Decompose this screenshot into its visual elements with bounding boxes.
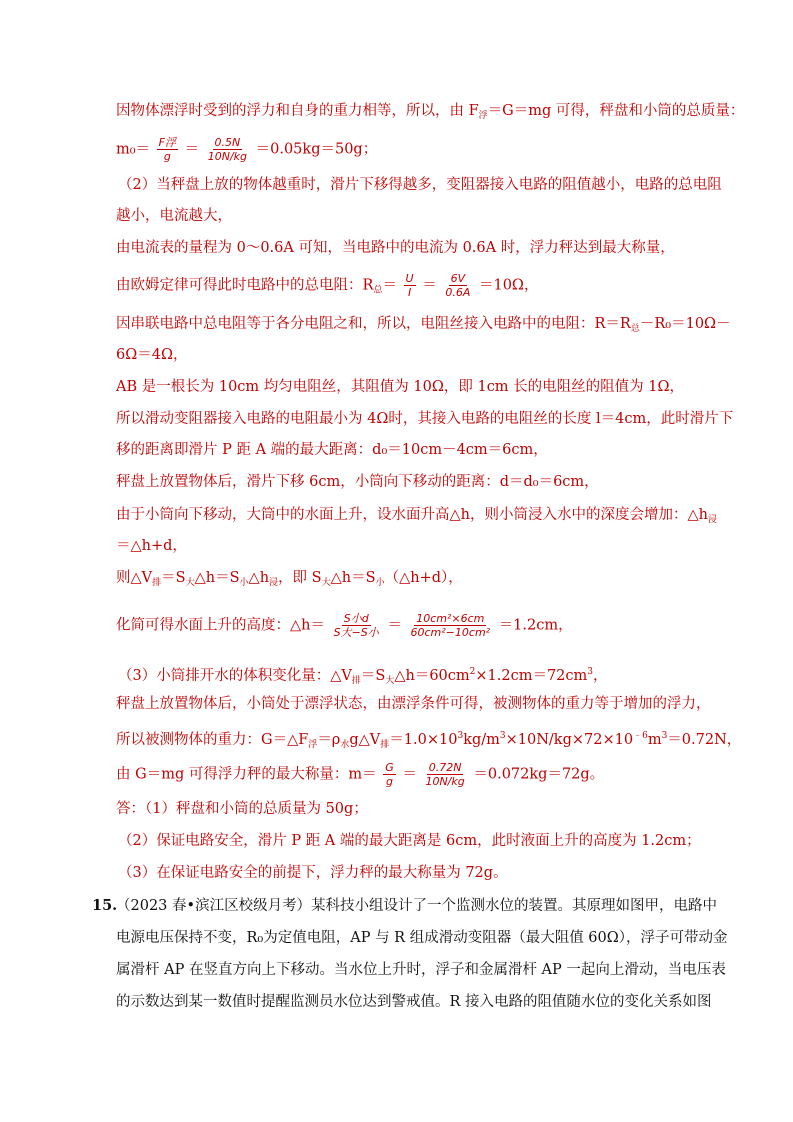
question-line-3: 属滑杆 AP 在竖直方向上下移动。当水位上升时，浮子和金属滑杆 AP 一起向上滑动，当电压表 [116, 962, 726, 978]
solution-line-4: 越小，电流越大， [116, 208, 232, 224]
fraction-u-over-i: $\frac{U}{I}$ [405, 272, 414, 299]
solution-line-8: 6Ω＝4Ω， [116, 347, 188, 363]
answer-line-3: （3）在保证电路安全的前提下，浮力秤的最大称量为 72g。 [118, 865, 508, 881]
solution-line-9: AB 是一根长为 10cm 均匀电阻丝，其阻值为 10Ω，即 1cm 长的电阻丝的阻值为 1Ω， [116, 379, 685, 395]
question-number: 15. [92, 897, 118, 914]
answer-line-1: 答：（1）秤盘和小筒的总质量为 50g； [116, 801, 368, 817]
solution-line-7: 因串联电路中总电阻等于各分电阻之和，所以，电阻丝接入电路中的电阻：$R=R_总-R_0=10\Omega-$ [116, 316, 731, 334]
solution-line-3: （2）当秤盘上放的物体越重时，滑片下移得越多，变阻器接入电路的阻值越小，电路的总电阻 [118, 177, 722, 193]
solution-line-2: m₀＝ $\frac{\text{F浮}}{g}$ ＝ $\frac{0.5N}{10N/kg}$ ＝0.05kg＝50g； [116, 136, 378, 163]
solution-line-5: 由电流表的量程为 0～0.6A 可知，当电路中的电流为 0.6A 时，浮力秤达到最大称量， [116, 240, 675, 256]
solution-line-13: 由于小筒向下移动，大筒中的水面上升，设水面升高△h，则小筒浸入水中的深度会增加：$\triangle h_浸$ [116, 507, 717, 525]
solution-line-1: 因物体漂浮时受到的浮力和自身的重力相等，所以，由 $F_浮=G=mg$ 可得，秤盘和小筒的总质量： [116, 103, 745, 121]
fraction-sd-over-s-diff: $\frac{\text{S小d}}{\text{S大−S小}}$ [333, 612, 379, 639]
fraction-g-over-g: $\frac{G}{g}$ [385, 761, 394, 788]
solution-line-10: 所以滑动变阻器接入电路的电阻最小为 4Ω时，其接入电路的电阻丝的长度 l＝4cm，此时滑片下 [116, 411, 734, 427]
solution-line-20: 由 G＝mg 可得浮力秤的最大称量：m＝ $\frac{G}{g}$ ＝ $\frac{0.72N}{10N/kg}$ ＝0.072kg＝72g。 [116, 761, 605, 788]
question-line-4: 的示数达到某一数值时提醒监测员水位达到警戒值。R 接入电路的阻值随水位的变化关系如图 [116, 994, 712, 1010]
solution-line-16: 化简可得水面上升的高度：△h＝ $\frac{\text{S小d}}{\text{S大−S小}}$ ＝ $\frac{\text{10cm²×6cm}}{\text{60cm²−10cm²}}$ ＝1.2cm， [116, 612, 573, 639]
solution-line-6: 由欧姆定律可得此时电路中的总电阻：$R_总=$ $\frac{U}{I}$ ＝ $\frac{6V}{0.6A}$ ＝10Ω， [116, 272, 539, 299]
solution-line-15: 则$\triangle V_排=S_大\triangle h=S_小\triangle h_浸$，即 $S_大\triangle h=S_小(\triangle h+d)$， [116, 570, 463, 588]
fraction-072n-over-10nkg: $\frac{0.72N}{10N/kg}$ [425, 761, 465, 788]
fraction-area-calc: $\frac{\text{10cm²×6cm}}{\text{60cm²−10cm²}}$ [410, 612, 491, 639]
solution-line-19: 所以被测物体的重力：$G=\triangle F_浮=\rho_水g\triangle V_排=1.0\times 10^3kg/m^3\times 10N/kg\times 72\times 10^{﹣6}m^3=0.72N$， [116, 731, 742, 750]
solution-line-14: ＝△h+d， [116, 538, 187, 554]
fraction-6v-over-06a: $\frac{6V}{0.6A}$ [445, 272, 471, 299]
fraction-05n-over-10nkg: $\frac{0.5N}{10N/kg}$ [207, 136, 248, 163]
fraction-f-over-g: $\frac{\text{F浮}}{g}$ [158, 136, 176, 163]
question-line-1: （2023 春•滨江区校级月考）某科技小组设计了一个监测水位的装置。其原理如图甲，电路中 [116, 898, 718, 914]
solution-line-12: 秤盘上放置物体后，滑片下移 6cm，小筒向下移动的距离：d＝d₀＝6cm， [116, 474, 599, 490]
solution-line-11: 移的距离即滑片 P 距 A 端的最大距离：d₀＝10cm－4cm＝6cm， [116, 442, 548, 458]
question-line-2: 电源电压保持不变，R₀为定值电阻，AP 与 R 组成滑动变阻器（最大阻值 60Ω），浮子可带动金 [116, 930, 728, 946]
answer-line-2: （2）保证电路安全，滑片 P 距 A 端的最大距离是 6cm，此时液面上升的高度为 1.2cm； [118, 833, 701, 849]
solution-line-17: （3）小筒排开水的体积变化量：$\triangle V_排=S_大\triangle h=60cm^2\times 1.2cm=72cm^3$， [118, 667, 608, 686]
solution-line-18: 秤盘上放置物体后，小筒处于漂浮状态，由漂浮条件可得，被测物体的重力等于增加的浮力， [116, 696, 711, 712]
